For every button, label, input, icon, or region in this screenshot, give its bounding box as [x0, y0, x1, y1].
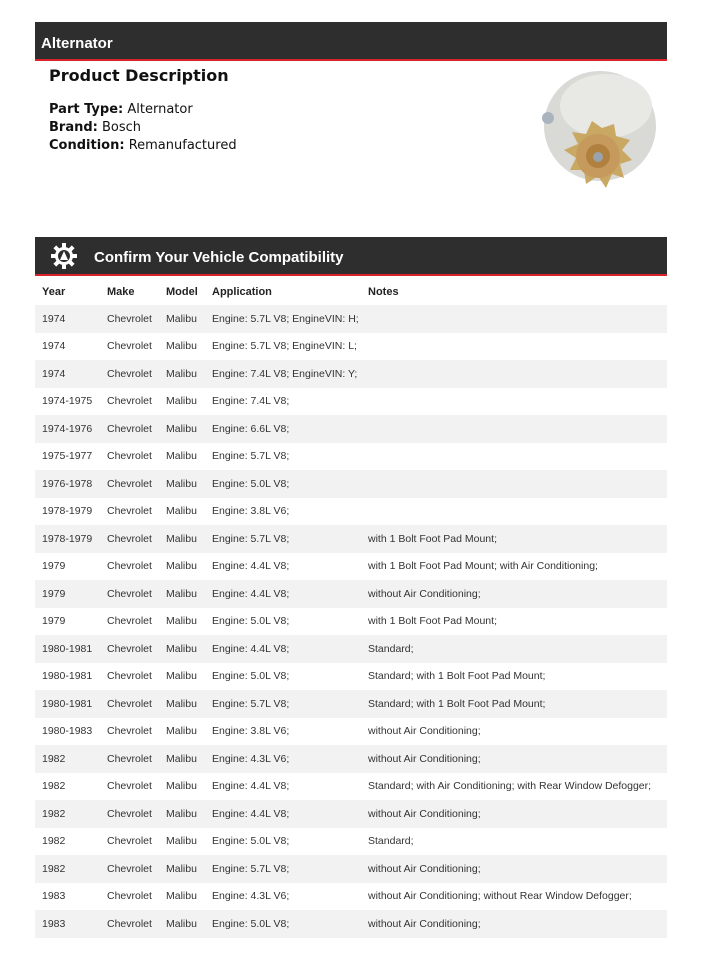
cell-notes [361, 305, 667, 333]
cell-model: Malibu [166, 560, 197, 573]
col-year: Year [42, 285, 66, 298]
cell-application: Engine: 6.6L V8; [212, 422, 290, 435]
cell-notes: Standard; [368, 835, 414, 848]
cell-application: Engine: 4.4L V8; [212, 560, 290, 573]
table-row [35, 718, 667, 746]
cell-make: Chevrolet [107, 725, 152, 738]
description-heading: Product Description [49, 66, 229, 85]
table-row [35, 333, 667, 361]
table-row [35, 690, 667, 718]
table-row [35, 470, 667, 498]
table-row [35, 828, 667, 856]
cell-notes: without Air Conditioning; [368, 725, 481, 738]
brand [49, 119, 237, 137]
cell-application: Engine: 5.0L V8; [212, 615, 290, 628]
cell-make: Chevrolet [107, 835, 152, 848]
cell-notes: Standard; with Air Conditioning; with Rear Window Defogger; [368, 780, 652, 793]
brand-value: Bosch [102, 120, 142, 135]
table-row [35, 800, 667, 828]
table-row [35, 663, 667, 691]
cell-model: Malibu [166, 587, 197, 600]
cell-year: 1979 [42, 615, 66, 628]
cell-year: 1980-1981 [42, 670, 93, 683]
table-row [35, 305, 667, 333]
table-row [35, 635, 667, 663]
cell-notes: without Air Conditioning; [368, 752, 481, 765]
cell-model: Malibu [166, 477, 197, 490]
cell-application: Engine: 5.0L V8; [212, 917, 290, 930]
cell-model: Malibu [166, 917, 197, 930]
cell-year: 1974 [42, 367, 66, 380]
cell-model: Malibu [166, 780, 197, 793]
table-row [35, 608, 667, 636]
cell-application: Engine: 5.7L V8; [212, 450, 290, 463]
cell-year: 1979 [42, 560, 66, 573]
cell-make: Chevrolet [107, 890, 152, 903]
cell-application: Engine: 7.4L V8; [212, 395, 290, 408]
cell-make: Chevrolet [107, 670, 152, 683]
cell-application: Engine: 4.4L V8; [212, 780, 290, 793]
part-type-label: Part Type: [49, 102, 124, 117]
table-row [35, 883, 667, 911]
cell-application: Engine: 5.7L V8; [212, 532, 290, 545]
cell-model: Malibu [166, 532, 197, 545]
cell-application: Engine: 5.7L V8; [212, 697, 290, 710]
cell-notes [361, 360, 667, 388]
cell-notes: Standard; with 1 Bolt Foot Pad Mount; [368, 670, 546, 683]
col-notes: Notes [368, 285, 399, 298]
table-row [35, 415, 667, 443]
brand-label: Brand: [49, 120, 98, 135]
compatibility-bar [35, 237, 667, 276]
condition [49, 137, 237, 155]
cell-application: Engine: 7.4L V8; EngineVIN: Y; [212, 367, 358, 380]
cell-model: Malibu [166, 615, 197, 628]
cell-model: Malibu [166, 505, 197, 518]
product-description [49, 66, 237, 155]
cell-make: Chevrolet [107, 312, 152, 325]
table-row [35, 773, 667, 801]
cell-application: Engine: 5.7L V8; [212, 862, 290, 875]
cell-model: Malibu [166, 340, 197, 353]
cell-model: Malibu [166, 422, 197, 435]
cell-application: Engine: 4.4L V8; [212, 587, 290, 600]
cell-year: 1980-1983 [42, 725, 93, 738]
cell-make: Chevrolet [107, 340, 152, 353]
cell-notes: without Air Conditioning; [368, 862, 481, 875]
cell-year: 1983 [42, 917, 66, 930]
cell-year: 1982 [42, 807, 66, 820]
cell-model: Malibu [166, 395, 197, 408]
cell-year: 1982 [42, 862, 66, 875]
cell-make: Chevrolet [107, 862, 152, 875]
cell-notes: without Air Conditioning; [368, 917, 481, 930]
cell-make: Chevrolet [107, 752, 152, 765]
cell-notes [361, 415, 667, 443]
cell-year: 1982 [42, 752, 66, 765]
cell-make: Chevrolet [107, 587, 152, 600]
cell-notes [361, 498, 667, 526]
cell-notes: with 1 Bolt Foot Pad Mount; [368, 532, 497, 545]
cell-make: Chevrolet [107, 780, 152, 793]
cell-notes: with 1 Bolt Foot Pad Mount; with Air Conditioning; [368, 560, 598, 573]
cell-year: 1974-1975 [42, 395, 93, 408]
cell-notes: without Air Conditioning; [368, 587, 481, 600]
cell-model: Malibu [166, 862, 197, 875]
cell-notes: Standard; [368, 642, 414, 655]
cell-make: Chevrolet [107, 615, 152, 628]
cell-model: Malibu [166, 752, 197, 765]
cell-application: Engine: 3.8L V6; [212, 505, 290, 518]
cell-year: 1979 [42, 587, 66, 600]
cell-application: Engine: 3.8L V6; [212, 725, 290, 738]
cell-application: Engine: 4.3L V6; [212, 890, 290, 903]
cell-year: 1980-1981 [42, 697, 93, 710]
table-row [35, 525, 667, 553]
cell-year: 1978-1979 [42, 505, 93, 518]
cell-year: 1982 [42, 835, 66, 848]
cell-make: Chevrolet [107, 422, 152, 435]
condition-label: Condition: [49, 138, 125, 153]
table-row [35, 388, 667, 416]
gear-icon [51, 243, 77, 269]
header-bar [35, 22, 667, 61]
cell-year: 1980-1981 [42, 642, 93, 655]
cell-year: 1974-1976 [42, 422, 93, 435]
cell-model: Malibu [166, 670, 197, 683]
part-type-value: Alternator [127, 102, 193, 117]
cell-model: Malibu [166, 835, 197, 848]
cell-make: Chevrolet [107, 807, 152, 820]
table-row [35, 745, 667, 773]
cell-make: Chevrolet [107, 395, 152, 408]
cell-model: Malibu [166, 807, 197, 820]
cell-application: Engine: 5.0L V8; [212, 477, 290, 490]
cell-model: Malibu [166, 312, 197, 325]
cell-model: Malibu [166, 697, 197, 710]
cell-notes: Standard; with 1 Bolt Foot Pad Mount; [368, 697, 546, 710]
table-row [35, 498, 667, 526]
cell-model: Malibu [166, 450, 197, 463]
cell-make: Chevrolet [107, 532, 152, 545]
cell-year: 1974 [42, 340, 66, 353]
alternator-image [532, 66, 660, 211]
compatibility-table [35, 278, 667, 938]
cell-notes [361, 388, 667, 416]
cell-model: Malibu [166, 725, 197, 738]
cell-make: Chevrolet [107, 642, 152, 655]
table-row [35, 855, 667, 883]
cell-application: Engine: 5.7L V8; EngineVIN: H; [212, 312, 359, 325]
table-row [35, 553, 667, 581]
cell-make: Chevrolet [107, 505, 152, 518]
cell-make: Chevrolet [107, 367, 152, 380]
cell-make: Chevrolet [107, 697, 152, 710]
cell-year: 1976-1978 [42, 477, 93, 490]
cell-application: Engine: 4.3L V6; [212, 752, 290, 765]
col-make: Make [107, 285, 135, 298]
col-application: Application [212, 285, 272, 298]
cell-year: 1983 [42, 890, 66, 903]
cell-notes: without Air Conditioning; [368, 807, 481, 820]
cell-year: 1982 [42, 780, 66, 793]
cell-notes [361, 443, 667, 471]
cell-application: Engine: 5.7L V8; EngineVIN: L; [212, 340, 357, 353]
table-row [35, 580, 667, 608]
cell-model: Malibu [166, 642, 197, 655]
cell-application: Engine: 5.0L V8; [212, 835, 290, 848]
cell-application: Engine: 5.0L V8; [212, 670, 290, 683]
condition-value: Remanufactured [128, 138, 237, 153]
cell-notes [361, 470, 667, 498]
header-title: Alternator [41, 35, 113, 52]
table-row [35, 910, 667, 938]
cell-make: Chevrolet [107, 560, 152, 573]
table-row [35, 360, 667, 388]
part-type [49, 101, 237, 119]
compatibility-title: Confirm Your Vehicle Compatibility [94, 249, 344, 266]
table-header [35, 278, 667, 305]
cell-model: Malibu [166, 890, 197, 903]
cell-notes: without Air Conditioning; without Rear Window Defogger; [368, 890, 632, 903]
cell-year: 1975-1977 [42, 450, 93, 463]
cell-year: 1978-1979 [42, 532, 93, 545]
cell-application: Engine: 4.4L V8; [212, 642, 290, 655]
cell-model: Malibu [166, 367, 197, 380]
cell-year: 1974 [42, 312, 66, 325]
cell-make: Chevrolet [107, 917, 152, 930]
cell-make: Chevrolet [107, 477, 152, 490]
cell-application: Engine: 4.4L V8; [212, 807, 290, 820]
cell-notes: with 1 Bolt Foot Pad Mount; [368, 615, 497, 628]
table-row [35, 443, 667, 471]
cell-make: Chevrolet [107, 450, 152, 463]
col-model: Model [166, 285, 198, 298]
cell-notes [361, 333, 667, 361]
